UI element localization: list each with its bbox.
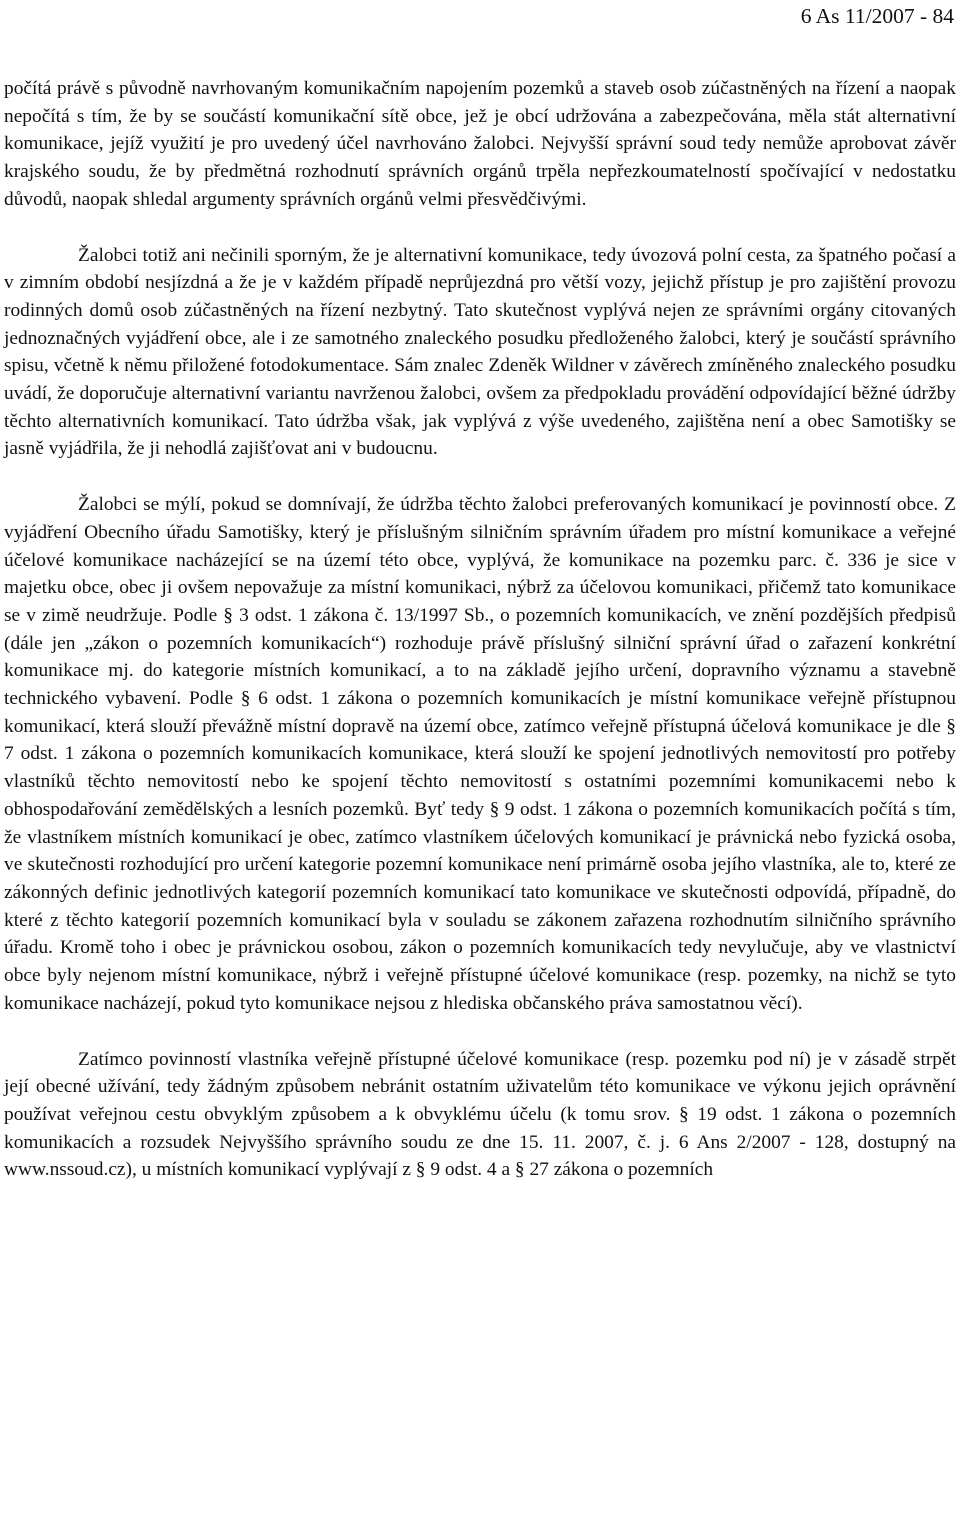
case-number-header: 6 As 11/2007 - 84 [800,4,954,28]
paragraph-3: Žalobci se mýlí, pokud se domnívají, že údržba těchto žalobci preferovaných komunikací je povinností obce. Z vyjádření Obecního úřadu Samotišky, který je příslušným silničním správním úřadem pro místní komunikace a veřejné účelové komunikace nacházející se na území této obce, vyplývá, že komunikace na pozemku parc. č. 336 je sice v majetku obce, obec ji ovšem nepovažuje za místní komunikaci, nýbrž za účelovou komunikaci, přičemž tato komunikace se v zimě neudržuje. Podle § 3 odst. 1 zákona č. 13/1997 Sb., o pozemních komunikacích, ve znění pozdějších předpisů (dále jen „zákon o pozemních komunikacích“) rozhoduje právě příslušný silniční správní úřad o zařazení konkrétní komunikace mj. do kategorie místních komunikací, a to na základě jejího určení, dopravního významu a stavebně technického vybavení. Podle § 6 odst. 1 zákona o pozemních komunikacích je místní komunikace veřejně přístupnou komunikací, která slouží převážně místní dopravě na území obce, zatímco veřejně přístupná účelová komunikace je dle § 7 odst. 1 zákona o pozemních komunikacích komunikace, která slouží ke spojení jednotlivých nemovitostí pro potřeby vlastníků těchto nemovitostí nebo ke spojení těchto nemovitostí s ostatními pozemními komunikacemi nebo k obhospodařování zemědělských a lesních pozemků. Byť tedy § 9 odst. 1 zákona o pozemních komunikacích počítá s tím, že vlastníkem místních komunikací je obec, zatímco vlastníkem účelových komunikací je právnická nebo fyzická osoba, ve skutečnosti rozhodující pro určení kategorie pozemní komunikace není primárně osoba jejího vlastníka, ale to, které ze zákonných definic jednotlivých kategorií pozemních komunikací tato komunikace ve skutečnosti odpovídá, případně, do které z těchto kategorií pozemních komunikací byla v souladu se zákonem zařazena rozhodnutím silničního správního úřadu. Kromě toho i obec je právnickou osobou, zákon o pozemních komunikacích tedy nevylučuje, aby ve vlastnictví obce byly nejenom místní komunikace, nýbrž i veřejně přístupné účelové komunikace (resp. pozemky, na nichž se tyto komunikace nacházejí, pokud tyto komunikace nejsou z hlediska občanského práva samostatnou věcí). [4,494,956,1014]
paragraph-2: Žalobci totiž ani nečinili sporným, že je alternativní komunikace, tedy úvozová polní cesta, za špatného počasí a v zimním období nesjízdná a že je v každém případě neprůjezdná pro větší vozy, jejichž přístup je pro zajištění provozu rodinných domů osob zúčastněných na řízení nezbytný. Tato skutečnost vyplývá nejen ze správními orgány citovaných jednoznačných vyjádření obce, ale i ze samotného znaleckého posudku předloženého žalobci, který je součástí správního spisu, včetně k němu přiložené fotodokumentace. Sám znalec Zdeněk Wildner v závěrech zmíněného znaleckého posudku uvádí, že doporučuje alternativní variantu navrženou žalobci, ovšem za předpokladu provádění odpovídající běžné údržby těchto alternativních komunikací. Tato údržba však, jak vyplývá z výše uvedeného, zajištěna není a obec Samotišky se jasně vyjádřila, že ji nehodlá zajišťovat ani v budoucnu. [4,244,956,460]
paragraph-4: Zatímco povinností vlastníka veřejně přístupné účelové komunikace (resp. pozemku pod ní) je v zásadě strpět její obecné užívání, tedy žádným způsobem nebránit ostatním uživatelům této komunikace ve výkonu jejich oprávnění používat veřejnou cestu obvyklým způsobem a k obvyklému účelu (k tomu srov. § 19 odst. 1 zákona o pozemních komunikacích a rozsudek Nejvyššího správního soudu ze dne 15. 11. 2007, č. j. 6 Ans 2/2007 - 128, dostupný na www.nssoud.cz), u místních komunikací vyplývají z § 9 odst. 4 a § 27 zákona o pozemních [4,1048,956,1181]
paragraph-1: počítá právě s původně navrhovaným komunikačním napojením pozemků a staveb osob zúčastněných na řízení a naopak nepočítá s tím, že by se součástí komunikační sítě obce, jež je obcí udržována a zabezpečována, měla stát alternativní komunikace, jejíž využití je pro uvedený účel navrhováno žalobci. Nejvyšší správní soud tedy nemůže aprobovat závěr krajského soudu, že by předmětná rozhodnutí správních orgánů trpěla nepřezkoumatelností spočívající v nedostatku důvodů, naopak shledal argumenty správních orgánů velmi přesvědčivými. [4,78,956,210]
document-body [4,75,956,1184]
